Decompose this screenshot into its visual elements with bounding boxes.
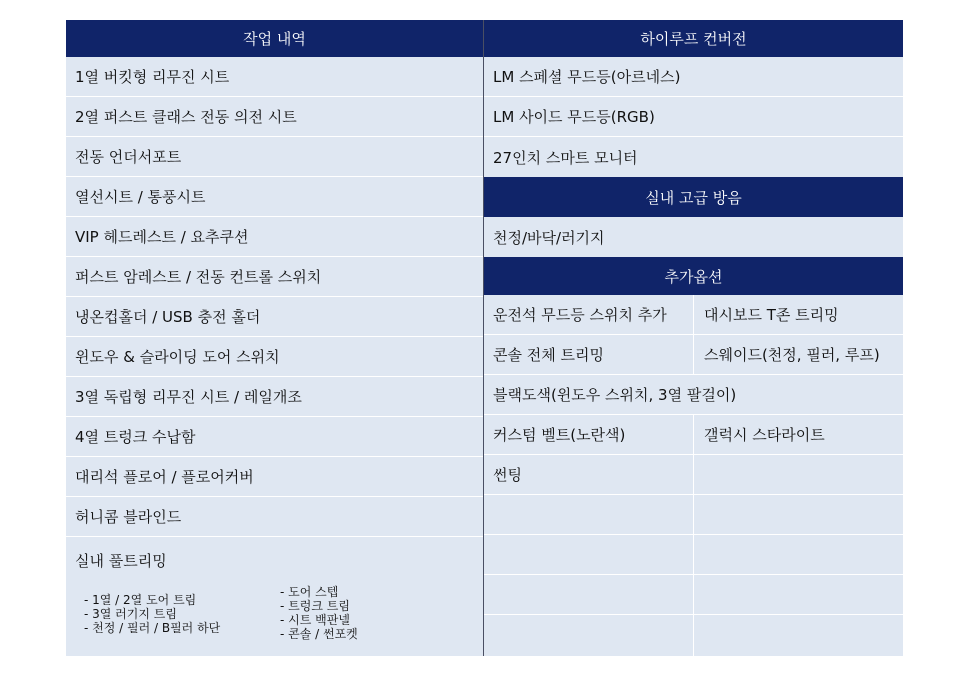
extra-options-header: 추가옵션	[484, 257, 903, 295]
soundproofing-item: 천정/바닥/러기지	[493, 228, 605, 247]
interior-trim-item: 실내 풀트리밍	[75, 552, 167, 570]
work-table	[66, 20, 903, 656]
trim-sublist-a: - 1열 / 2열 도어 트림 - 3열 러기지 트림 - 천정 / 필러 / B필러 하단	[84, 593, 221, 635]
work-item: 3열 독립형 리무진 시트 / 레일개조	[66, 377, 483, 417]
option-row: 콘솔 전체 트리밍 스웨이드(천정, 필러, 루프)	[484, 335, 903, 375]
high-roof-item: 27인치 스마트 모니터	[493, 148, 638, 167]
work-item: 허니콤 블라인드	[66, 497, 483, 537]
high-roof-item: LM 사이드 무드등(RGB)	[484, 97, 903, 137]
work-item: VIP 헤드레스트 / 요추쿠션	[66, 217, 483, 257]
work-details-column	[66, 20, 483, 656]
conversion-column	[484, 20, 903, 656]
option-row: 운전석 무드등 스위치 추가 대시보드 T존 트리밍	[484, 295, 903, 335]
soundproofing-header: 실내 고급 방음	[484, 177, 903, 217]
high-roof-header: 하이루프 컨버전	[484, 20, 903, 57]
work-item: 4열 트렁크 수납함	[66, 417, 483, 457]
work-item: 냉온컵홀더 / USB 충전 홀더	[66, 297, 483, 337]
trim-sublist-b: - 도어 스텝 - 트렁크 트림 - 시트 백판넬 - 콘솔 / 썬포켓	[280, 585, 358, 641]
option-row-empty	[484, 615, 903, 656]
option-row: 썬팅	[484, 455, 903, 495]
work-item: 1열 버킷형 리무진 시트	[66, 57, 483, 97]
option-row-empty	[484, 535, 903, 575]
work-item: 퍼스트 암레스트 / 전동 컨트롤 스위치	[66, 257, 483, 297]
option-row-wide: 블랙도색(윈도우 스위치, 3열 팔걸이)	[484, 375, 903, 415]
option-row: 커스텀 벨트(노란색) 갤럭시 스타라이트	[484, 415, 903, 455]
work-item: 대리석 플로어 / 플로어커버	[66, 457, 483, 497]
work-item: 전동 언더서포트	[66, 137, 483, 177]
work-item: 2열 퍼스트 클래스 전동 의전 시트	[66, 97, 483, 137]
option-row-empty	[484, 575, 903, 615]
work-details-header: 작업 내역	[66, 20, 483, 57]
high-roof-item: LM 스페셜 무드등(아르네스)	[484, 57, 903, 97]
work-item: 윈도우 & 슬라이딩 도어 스위치	[66, 337, 483, 377]
option-row-empty	[484, 495, 903, 535]
work-item: 열선시트 / 통풍시트	[66, 177, 483, 217]
